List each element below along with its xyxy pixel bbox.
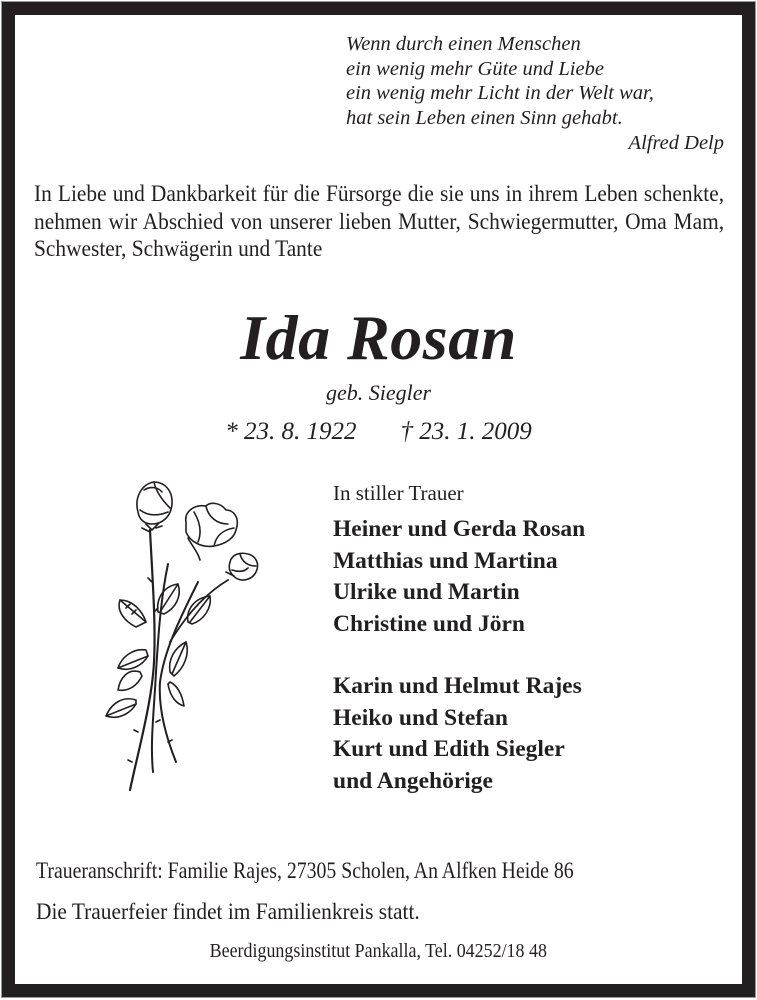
- mourner-name: Karin und Helmut Rajes: [333, 673, 582, 699]
- undertaker-text: Beerdigungsinstitut Pankalla, Tel. 04252/18 48: [209, 941, 548, 962]
- mourners-list: [333, 480, 585, 797]
- mourning-lead: In stiller Trauer: [333, 481, 464, 505]
- deceased-name: Ida Rosan: [240, 302, 517, 373]
- ceremony-note: Die Trauerfeier findet im Familienkreis statt.: [36, 899, 420, 924]
- mourning-address: Traueranschrift: Familie Rajes, 27305 Scholen, An Alfken Heide 86: [36, 858, 574, 883]
- mourner-name: Matthias und Martina: [333, 547, 558, 574]
- birth-date: * 23. 8. 1922: [225, 418, 357, 445]
- life-dates: [0, 418, 757, 446]
- epigraph-quote: [346, 32, 726, 156]
- mourner-name: Ulrike und Martin: [333, 579, 520, 605]
- mourner-name: und Angehörige: [333, 767, 493, 794]
- quote-line: hat sein Leben einen Sinn gehabt.: [346, 106, 623, 129]
- mourner-name: Kurt und Edith Siegler: [333, 736, 565, 762]
- quote-line: ein wenig mehr Güte und Liebe: [346, 57, 604, 80]
- undertaker-info: [0, 941, 757, 963]
- quote-author: Alfred Delp: [628, 132, 724, 154]
- quote-line: ein wenig mehr Licht in der Welt war,: [346, 82, 654, 104]
- maiden-name: geb. Siegler: [325, 380, 432, 405]
- roses-illustration-icon: [98, 472, 273, 797]
- mourner-name: Christine und Jörn: [333, 610, 525, 637]
- mourners-group-2: [333, 671, 585, 797]
- mourners-group-1: [333, 514, 585, 640]
- quote-line: Wenn durch einen Menschen: [346, 33, 581, 55]
- mourner-name: Heiner und Gerda Rosan: [333, 516, 586, 542]
- mourner-name: Heiko und Stefan: [333, 704, 508, 731]
- intro-paragraph: In Liebe und Dankbarkeit für die Fürsorge die sie uns in ihrem Leben schenkte, nehmen wir Abschied von unserer lieben Mutter, Schwiegermutter, Oma Mam, Schwester, Schwägerin und Tante: [34, 181, 725, 261]
- death-date: † 23. 1. 2009: [400, 418, 532, 445]
